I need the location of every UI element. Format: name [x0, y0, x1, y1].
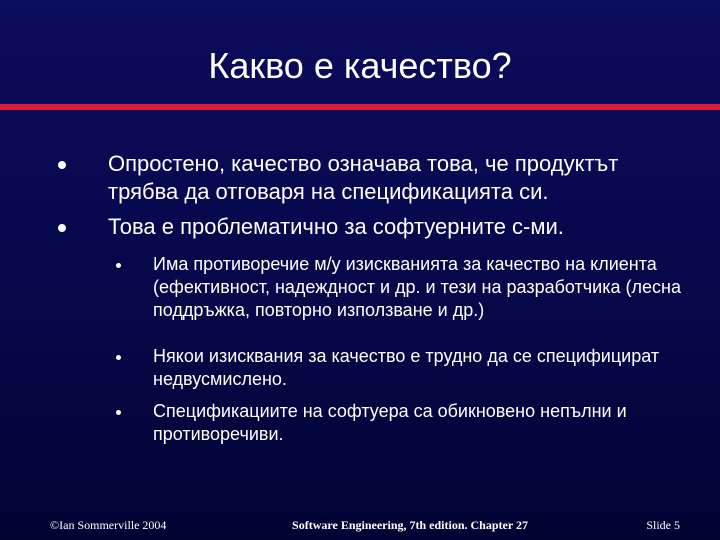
slide-title: Какво е качество? [208, 45, 512, 86]
sub-bullet-dot-icon [116, 355, 121, 360]
sub-bullet-item: Някои изисквания за качество е трудно да се специфицират недвусмислено. [153, 346, 660, 389]
footer-copyright: ©Ian Sommerville 2004 [50, 518, 167, 532]
sub-bullet-dot-icon [116, 263, 121, 268]
sub-bullet-item: Има противоречие м/у изискванията за качество на клиента (ефективност, надеждност и др. и тези на разработчика (лесна поддръжка, повторно използване и др.) [153, 254, 681, 320]
title-divider [0, 104, 720, 110]
footer-book-title: Software Engineering, 7th edition. Chapter 27 [292, 518, 528, 532]
footer-slide-number: Slide 5 [646, 518, 680, 532]
bullet-dot-icon [58, 224, 66, 232]
bullet-item: Опростено, качество означава това, че продуктът трябва да отговаря на спецификацията си. [108, 151, 619, 204]
sub-bullet-item: Спецификациите на софтуера са обикновено непълни и противоречиви. [153, 401, 627, 444]
bullet-item: Това е проблематично за софтуерните с-ми. [108, 214, 564, 239]
bullet-dot-icon [58, 161, 66, 169]
sub-bullet-dot-icon [116, 410, 121, 415]
